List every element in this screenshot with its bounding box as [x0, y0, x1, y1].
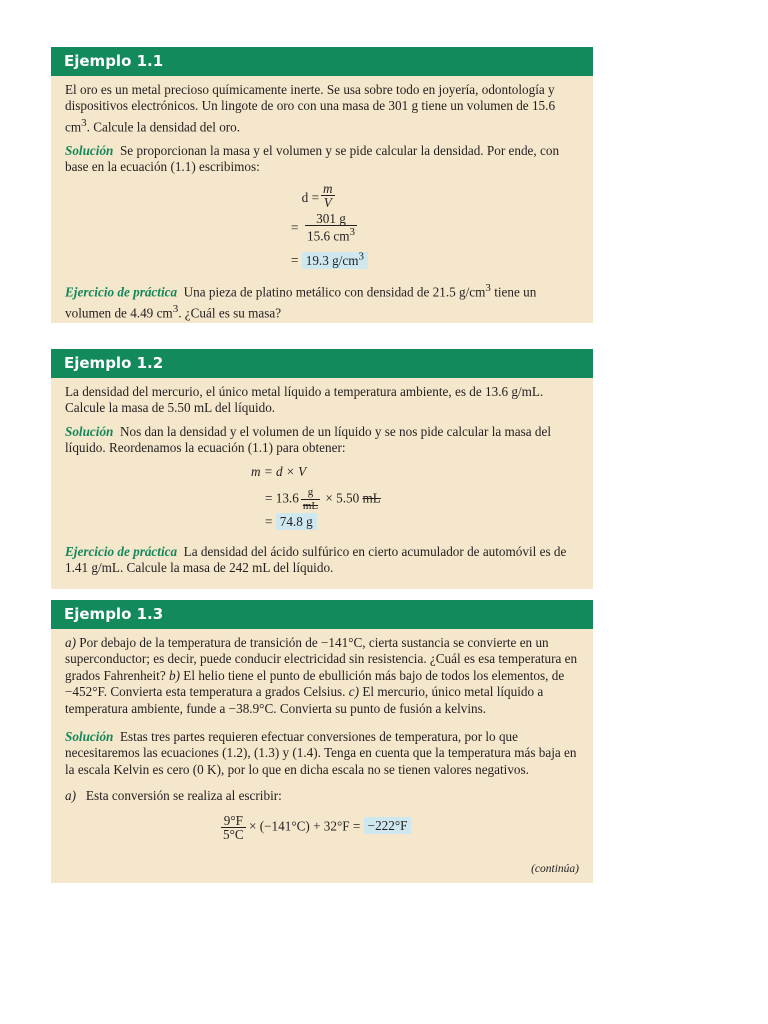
example-1-1-box — [51, 47, 593, 323]
continua-label: (continúa) — [531, 863, 579, 875]
example-1-2-title: Ejemplo 1.2 — [51, 349, 593, 378]
example-1-2-box — [51, 349, 593, 589]
example-1-2-result: 74.8 g — [276, 513, 317, 530]
example-1-2-equation: m = d × V = 13.6 $\frac{g}{mL}$ × 5.50 mL = 74.8 g — [251, 463, 381, 529]
example-1-1-equation: d = $\frac{m}{V}$ = $\frac{301 g}{15.6 cm^3}$ = 19.3 $g/cm^3$ — [65, 182, 579, 270]
example-1-2-solution: Solución Nos dan la densidad y el volumen de un líquido y se nos pide calcular la masa del líquido. Reordenamos la ecuación (1.1) para obtener: — [65, 423, 552, 456]
example-1-1-title: Ejemplo 1.1 — [51, 47, 593, 76]
example-1-3-problem: a) Por debajo de la temperatura de transición de −141°C, cierta sustancia se convierte en un superconductor; es decir, puede conducir electricidad sin resistencia. ¿Cuál es esa temperatura en grados Fahrenheit? b) El helio tiene el punto de ebullición más bajo de todos los elementos, de −452°F. Convierta esta temperatura a grados Celsius. c) El mercurio, único metal líquido a temperatura ambiente, funde a −38.9°C. Convierta su punto de fusión a kelvins. — [65, 635, 578, 716]
example-1-2-practice: Ejercicio de práctica La densidad del ácido sulfúrico en cierto acumulador de automóvil es de 1.41 g/mL. Calcule la masa de 242 mL del líquido. — [65, 543, 567, 576]
example-1-3-solution: Solución Estas tres partes requieren efectuar conversiones de temperatura, por lo que necesitaremos las ecuaciones (1.2), (1.3) y (1.4). Tenga en cuenta que la temperatura más baja en la escala Kelvin es cero (0 K), por lo que en dicha escala no se tienen valores negativos. — [65, 729, 577, 777]
example-1-3-box — [51, 600, 593, 883]
example-1-3-result: −222°F — [364, 817, 412, 834]
example-1-1-solution: Solución Se proporcionan la masa y el volumen y se pide calcular la densidad. Por ende, con base en la ecuación (1.1) escribimos: — [65, 142, 560, 175]
example-1-3-title: Ejemplo 1.3 — [51, 600, 593, 629]
example-1-3-part-a: a) Esta conversión se realiza al escribir: — [65, 788, 282, 804]
example-1-1-practice: Ejercicio de práctica Una pieza de platino metálico con densidad de 21.5 $g/cm^3$ tiene un volumen de 4.49 $cm^3$. ¿Cuál es su masa? — [65, 282, 537, 321]
example-1-2-problem: La densidad del mercurio, el único metal líquido a temperatura ambiente, es de 13.6 g/mL. Calcule la masa de 5.50 mL del líquido. — [65, 384, 544, 416]
example-1-3-equation: $\frac{9^\circ F}{5^\circ C}$ × (−141°C) + 32°F = −222°F — [65, 812, 579, 846]
example-1-1-problem: El oro es un metal precioso químicamente inerte. Se usa sobre todo en joyería, odontología y dispositivos electrónicos. Un lingote de oro con una masa de 301 g tiene un volumen de 15.6 $cm^3$. Calcule la densidad del oro. — [65, 82, 556, 135]
example-1-1-result: 19.3 $g/cm^3$ — [302, 252, 368, 269]
